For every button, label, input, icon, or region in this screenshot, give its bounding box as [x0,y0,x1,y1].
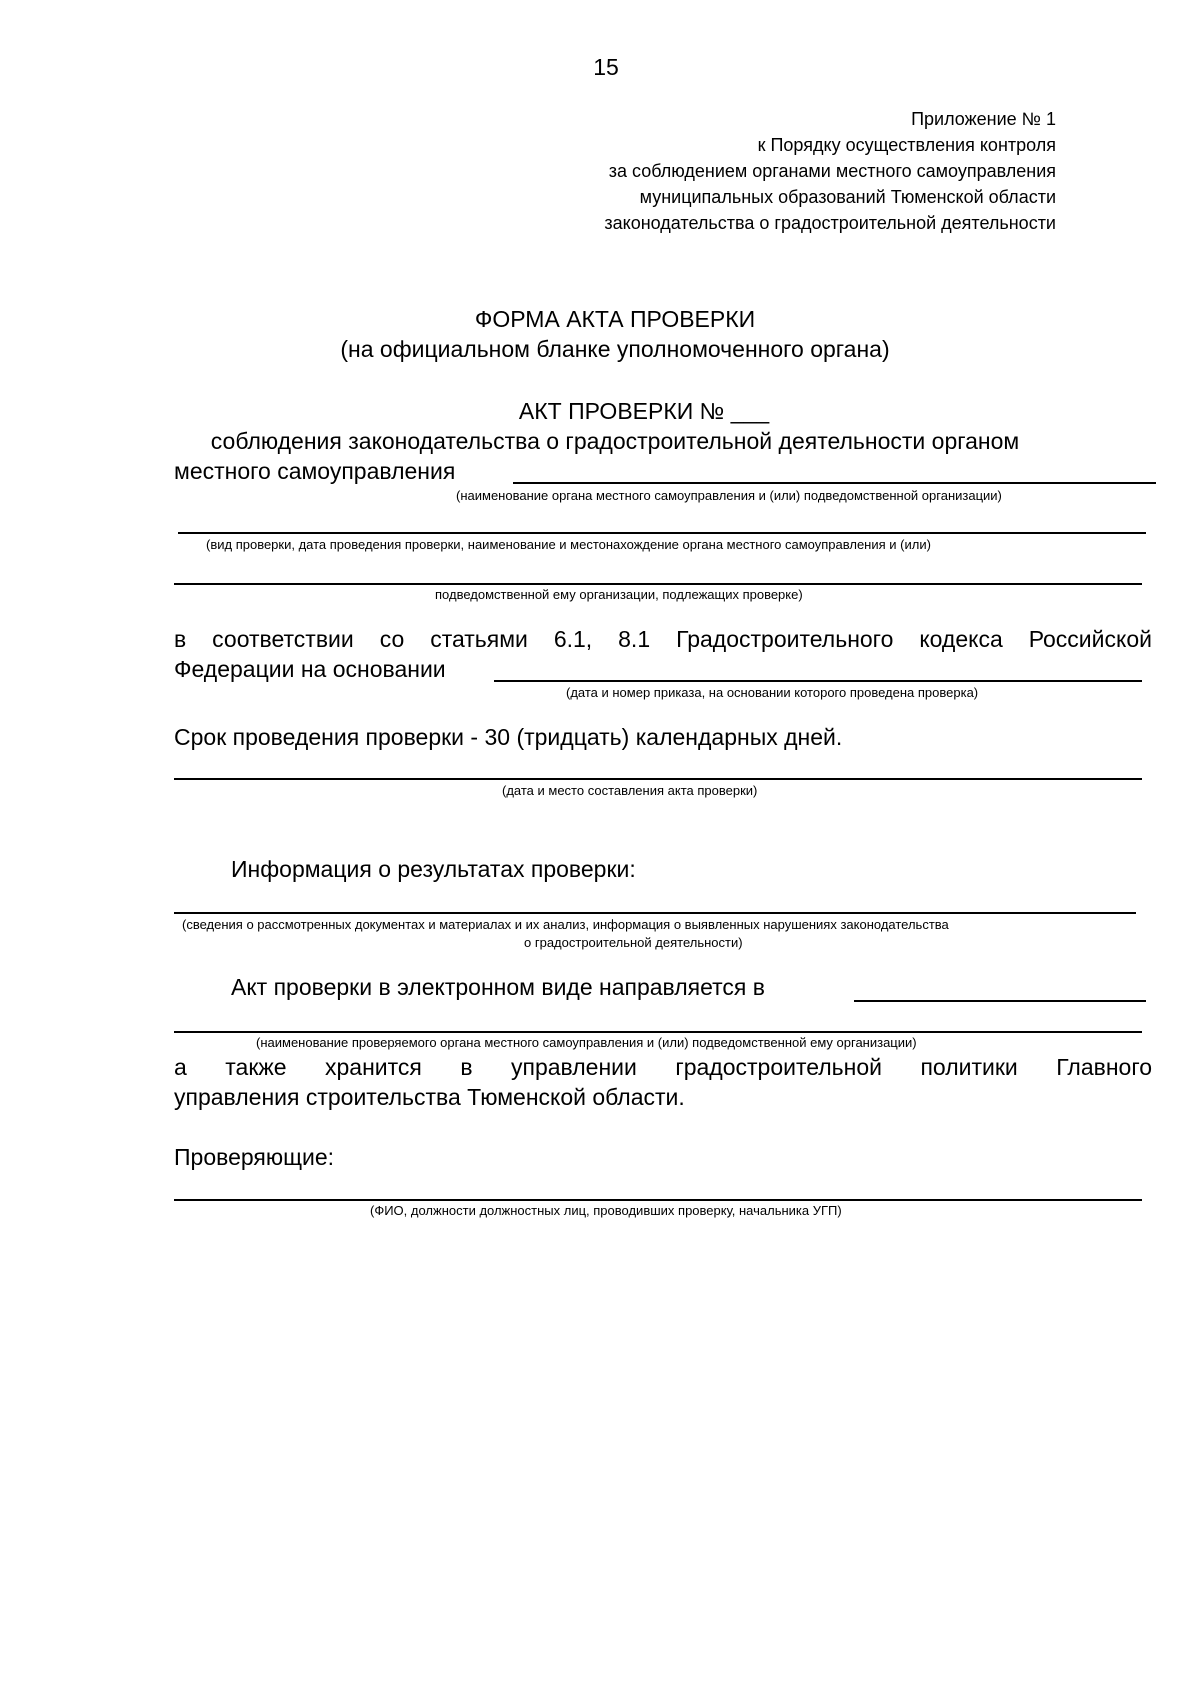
hint-electronic-recipient: (наименование проверяемого органа местного самоуправления и (или) подведомственной ему организации) [256,1035,917,1050]
word: статьями [430,626,528,652]
hint-body-name: (наименование органа местного самоуправления и (или) подведомственной организации) [456,488,1002,503]
storage-line2: управления строительства Тюменской области. [174,1084,685,1110]
fill-line [174,912,1136,914]
word: в [174,626,187,652]
fill-line [174,1031,1142,1033]
fill-line [513,482,1156,484]
hint-inspection-kind-2: подведомственной ему организации, подлежащих проверке) [435,587,803,602]
word: в [460,1054,473,1080]
appendix-line: законодательства о градостроительной деятельности [604,213,1056,233]
act-subject-line2: местного самоуправления [174,458,456,484]
word: со [379,626,405,652]
word: политики [920,1054,1018,1080]
fill-line [854,1000,1146,1002]
hint-order: (дата и номер приказа, на основании которого проведена проверка) [566,685,979,700]
word: 8.1 [618,626,651,652]
hint-results-1: (сведения о рассмотренных документах и материалах и их анализ, информация о выявленных нарушениях законодательства [182,917,949,932]
fill-line [174,778,1142,780]
fill-line [174,1199,1142,1201]
fill-line [178,532,1146,534]
word: градостроительной [675,1054,883,1080]
basis-line1 [174,626,1152,653]
word: Российской [1028,626,1152,652]
inspectors-label: Проверяющие: [174,1144,335,1170]
form-title: ФОРМА АКТА ПРОВЕРКИ [474,306,756,332]
act-heading: АКТ ПРОВЕРКИ № ___ [518,398,770,424]
word: управлении [511,1054,637,1080]
hint-act-date-place: (дата и место составления акта проверки) [502,783,758,798]
storage-line1 [174,1054,1152,1081]
word: а [174,1054,187,1080]
hint-results-2: о градостроительной деятельности) [524,935,743,950]
word: Градостроительного [676,626,894,652]
term-text: Срок проведения проверки - 30 (тридцать) календарных дней. [174,724,843,750]
appendix-line: к Порядку осуществления контроля [757,135,1056,155]
word: 6.1, [553,626,593,652]
act-subject-line1: соблюдения законодательства о градостроительной деятельности органом [210,428,1020,454]
basis-line2: Федерации на основании [174,656,446,682]
word: кодекса [919,626,1003,652]
word: также [225,1054,287,1080]
word: соответствии [212,626,354,652]
results-heading: Информация о результатах проверки: [231,856,636,882]
fill-line [174,583,1142,585]
appendix-line: муниципальных образований Тюменской области [639,187,1056,207]
appendix-block [356,106,1056,236]
appendix-line: за соблюдением органами местного самоуправления [608,161,1056,181]
form-subtitle: (на официальном бланке уполномоченного органа) [340,336,890,362]
word: хранится [325,1054,422,1080]
electronic-text: Акт проверки в электронном виде направляется в [231,974,765,1000]
word: Главного [1056,1054,1152,1080]
appendix-line: Приложение № 1 [911,109,1056,129]
page-number: 15 [593,54,619,80]
hint-inspection-kind-1: (вид проверки, дата проведения проверки, наименование и местонахождение органа местного самоуправления и (или) [206,537,931,552]
hint-inspectors: (ФИО, должности должностных лиц, проводивших проверку, начальника УГП) [370,1203,842,1218]
fill-line [494,680,1142,682]
